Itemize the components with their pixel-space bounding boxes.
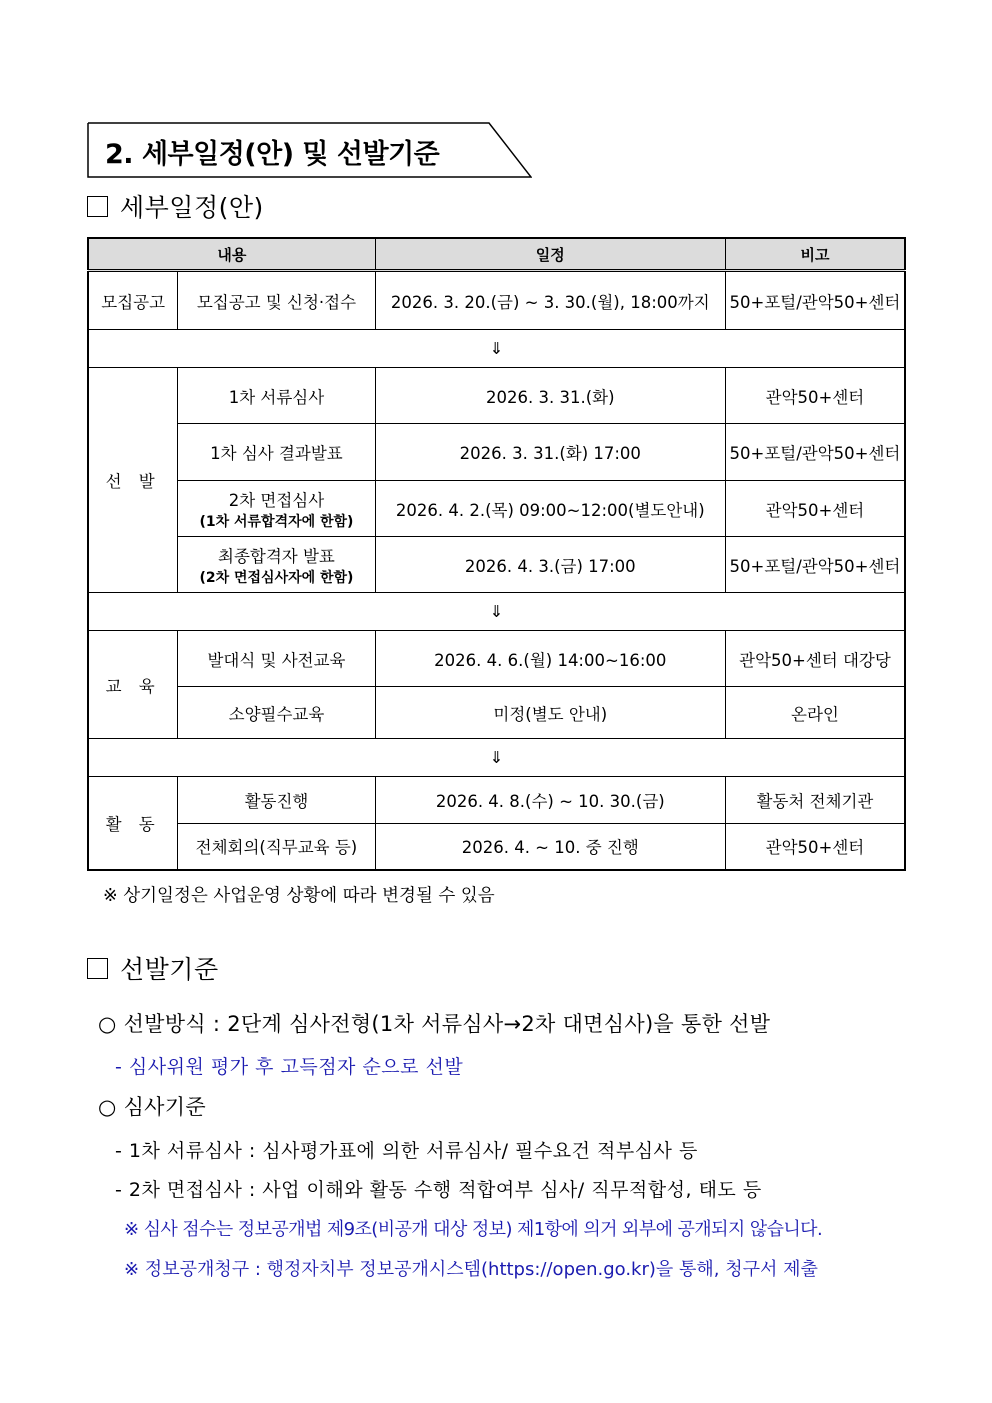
table-row [88, 824, 905, 870]
row-item: 발대식 및 사전교육 [178, 631, 375, 687]
row-date: 2026. 4. 6.(월) 14:00~16:00 [375, 631, 725, 687]
row-item-cell [178, 537, 375, 593]
table-row [88, 271, 905, 330]
notice-info-request: ※ 정보공개청구 : 행정자치부 정보공개시스템(https://open.go.kr)을 통해, 청구서 제출 [124, 1259, 818, 1280]
criteria-heading-label: 선발기준 [120, 955, 219, 984]
row-item: 전체회의(직무교육 등) [178, 824, 375, 870]
selection-method-detail: - 심사위원 평가 후 고득점자 순으로 선발 [115, 1056, 464, 1078]
table-row [88, 631, 905, 687]
table-row [88, 687, 905, 739]
row-date: 2026. 3. 20.(금) ~ 3. 30.(월), 18:00까지 [375, 271, 725, 330]
group-name: 선 발 [88, 368, 178, 593]
row-date: 2026. 3. 31.(화) [375, 368, 725, 424]
row-item: 최종합격자 발표 [218, 546, 335, 566]
row-item: 모집공고 및 신청·접수 [178, 271, 375, 330]
row-note: 활동처 전체기관 [725, 777, 905, 824]
row-item: 2차 면접심사 [228, 490, 325, 510]
row-note: 온라인 [725, 687, 905, 739]
row-note: 관악50+센터 [725, 824, 905, 870]
down-arrow-icon: ⇓ [88, 330, 905, 368]
down-arrow-icon: ⇓ [88, 593, 905, 631]
row-date: 2026. 4. 8.(수) ~ 10. 30.(금) [375, 777, 725, 824]
row-note: 50+포털/관악50+센터 [725, 537, 905, 593]
row-item: 1차 심사 결과발표 [178, 424, 375, 481]
row-date: 2026. 4. 2.(목) 09:00~12:00(별도안내) [375, 481, 725, 537]
table-row [88, 777, 905, 824]
row-note: 50+포털/관악50+센터 [725, 271, 905, 330]
criteria-title: ○ 심사기준 [98, 1095, 206, 1119]
down-arrow-icon: ⇓ [88, 739, 905, 777]
row-date: 미정(별도 안내) [375, 687, 725, 739]
notice-score-private: ※ 심사 점수는 정보공개법 제9조(비공개 대상 정보) 제1항에 의거 외부에 공개되지 않습니다. [124, 1219, 823, 1240]
arrow-row [88, 330, 905, 368]
checkbox-square-icon [87, 958, 108, 979]
group-name: 활 동 [88, 777, 178, 870]
criteria-item-2: - 2차 면접심사 : 사업 이해와 활동 수행 적합여부 심사/ 직무적합성, 태도 등 [115, 1179, 762, 1201]
page-title: 2. 세부일정(안) 및 선발기준 [105, 139, 440, 170]
schedule-note: ※ 상기일정은 사업운영 상황에 따라 변경될 수 있음 [103, 886, 495, 906]
schedule-heading [87, 188, 264, 224]
criteria-item-1: - 1차 서류심사 : 심사평가표에 의한 서류심사/ 필수요건 적부심사 등 [115, 1140, 698, 1162]
header-note: 비고 [725, 238, 905, 271]
row-date: 2026. 4. ~ 10. 중 진행 [375, 824, 725, 870]
row-item: 1차 서류심사 [178, 368, 375, 424]
row-note: 관악50+센터 [725, 481, 905, 537]
header-date: 일정 [375, 238, 725, 271]
row-date: 2026. 3. 31.(화) 17:00 [375, 424, 725, 481]
group-name: 교 육 [88, 631, 178, 739]
row-note: 관악50+센터 대강당 [725, 631, 905, 687]
arrow-row [88, 739, 905, 777]
arrow-row [88, 593, 905, 631]
checkbox-square-icon [87, 196, 108, 217]
row-item-cell [178, 481, 375, 537]
section-title-box [87, 122, 532, 178]
header-content: 내용 [88, 238, 375, 271]
schedule-table [87, 237, 906, 871]
group-name: 모집공고 [88, 271, 178, 330]
table-row [88, 368, 905, 424]
criteria-heading [87, 950, 219, 986]
table-row [88, 424, 905, 481]
row-item-sub: (2차 면접심사자에 한함) [199, 569, 354, 586]
row-item: 소양필수교육 [178, 687, 375, 739]
row-note: 관악50+센터 [725, 368, 905, 424]
row-item-sub: (1차 서류합격자에 한함) [199, 513, 354, 530]
row-item: 활동진행 [178, 777, 375, 824]
selection-method: ○ 선발방식 : 2단계 심사전형(1차 서류심사→2차 대면심사)을 통한 선발 [98, 1012, 771, 1036]
table-row [88, 537, 905, 593]
schedule-heading-label: 세부일정(안) [120, 193, 264, 222]
row-date: 2026. 4. 3.(금) 17:00 [375, 537, 725, 593]
table-row [88, 481, 905, 537]
row-note: 50+포털/관악50+센터 [725, 424, 905, 481]
